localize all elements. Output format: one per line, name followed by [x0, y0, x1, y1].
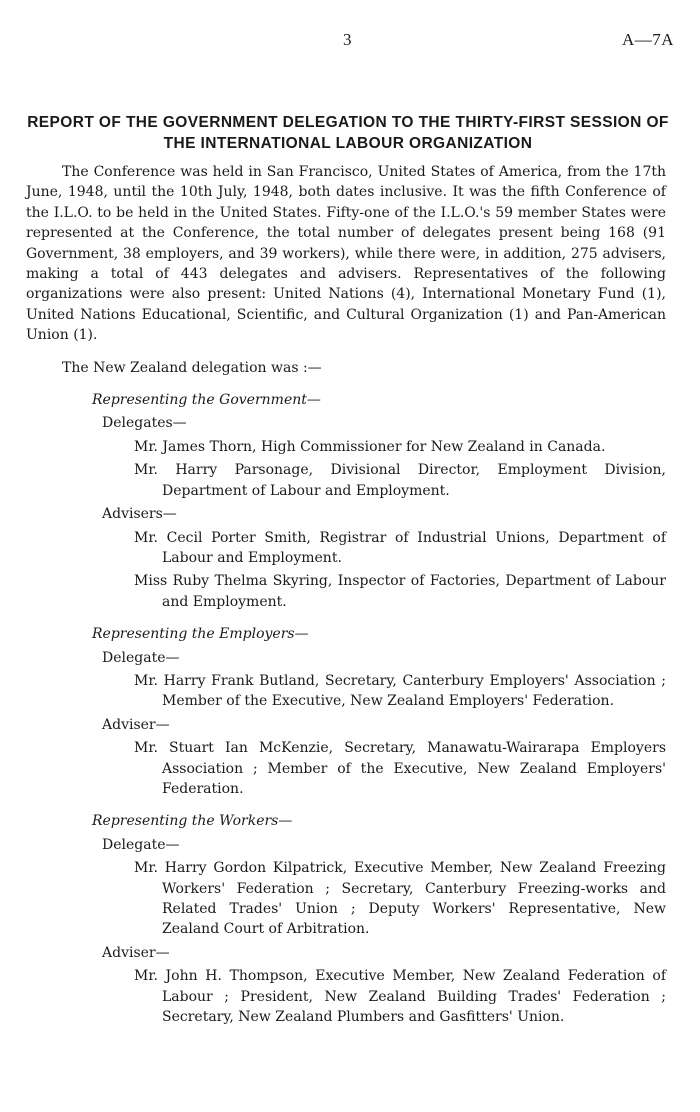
person-description: Registrar of Industrial Unions, Department of Labour and Employment.: [162, 529, 666, 566]
delegate-entry: [134, 671, 666, 712]
report-body: [26, 162, 666, 1027]
government-section: [26, 390, 666, 612]
person-description: Secretary, Manawatu-Wairarapa Employers Association ; Member of the Executive, New Zealand Employers' Federation.: [162, 740, 666, 797]
workers-heading: Representing the Workers—: [92, 813, 293, 830]
person-name: Mr. Harry Parsonage,: [134, 462, 314, 479]
adviser-entry: [134, 571, 666, 612]
intro-paragraph: The Conference was held in San Francisco, United States of America, from the 17th June, 1948, until the 10th July, 1948, both dates inclusive. It was the fifth Conference of the I.L.O. to be held in the United States. Fifty-one of the I.L.O.'s 59 member States were represented at the Conference, the total number of delegates present being 168 (91 Government, 38 employers, and 39 workers), while there were, in addition, 275 advisers, making a total of 443 delegates and advisers. Representatives of the following organizations were also present: United Nations (4), International Monetary Fund (1), United Nations Educational, Scientific, and Cultural Organization (1) and Pan-American Union (1).: [26, 164, 666, 344]
person-name: Mr. Stuart Ian McKenzie,: [134, 740, 334, 757]
person-description: Secretary, Canterbury Employers' Association ; Member of the Executive, New Zealand Employers' Federation.: [162, 672, 667, 710]
person-name: Miss Ruby Thelma Skyring,: [134, 573, 333, 590]
person-description: Executive Member, New Zealand Freezing Workers' Federation ; Secretary, Canterbury Freezing-works and Related Trades' Union ; Deputy Workers' Representative, New Zealand Court of Arbitration.: [162, 860, 667, 938]
person-name: Mr. John H. Thompson,: [134, 968, 308, 985]
government-delegates-label: Delegates—: [102, 415, 187, 432]
person-description: Inspector of Factories, Department of Labour and Employment.: [162, 573, 666, 610]
person-name: Mr. Cecil Porter Smith,: [134, 529, 311, 546]
person-name: Mr. James Thorn,: [134, 438, 257, 455]
delegate-entry: [134, 437, 666, 457]
report-title: REPORT OF THE GOVERNMENT DELEGATION TO THE THIRTY-FIRST SESSION OF THE INTERNATIONAL LABOUR ORGANIZATION: [27, 114, 669, 152]
employers-delegate-label: Delegate—: [102, 649, 180, 666]
page-header: [0, 30, 700, 54]
delegate-entry: [134, 858, 666, 940]
government-heading: Representing the Government—: [92, 392, 321, 409]
employers-adviser-label: Adviser—: [102, 716, 170, 733]
employers-section: [26, 624, 666, 799]
person-name: Mr. Harry Gordon Kilpatrick,: [134, 860, 348, 877]
adviser-entry: [134, 738, 666, 799]
page-number: 3: [343, 30, 352, 49]
delegate-entry: [134, 460, 666, 501]
person-description: High Commissioner for New Zealand in Canada.: [260, 438, 606, 455]
workers-adviser-label: Adviser—: [102, 944, 170, 961]
employers-heading: Representing the Employers—: [92, 626, 309, 643]
adviser-entry: [134, 966, 666, 1027]
document-code: A—7A: [621, 30, 674, 49]
person-description: Divisional Director, Employment Division, Department of Labour and Employment.: [162, 462, 667, 499]
adviser-entry: [134, 528, 666, 569]
person-description: Executive Member, New Zealand Federation of Labour ; President, New Zealand Building Trades' Federation ; Secretary, New Zealand Plumbers and Gasfitters' Union.: [162, 968, 666, 1026]
delegation-intro: The New Zealand delegation was :—: [62, 359, 322, 376]
government-advisers-label: Advisers—: [102, 506, 177, 523]
workers-delegate-label: Delegate—: [102, 836, 180, 853]
workers-section: [26, 811, 666, 1027]
person-name: Mr. Harry Frank Butland,: [134, 672, 320, 689]
